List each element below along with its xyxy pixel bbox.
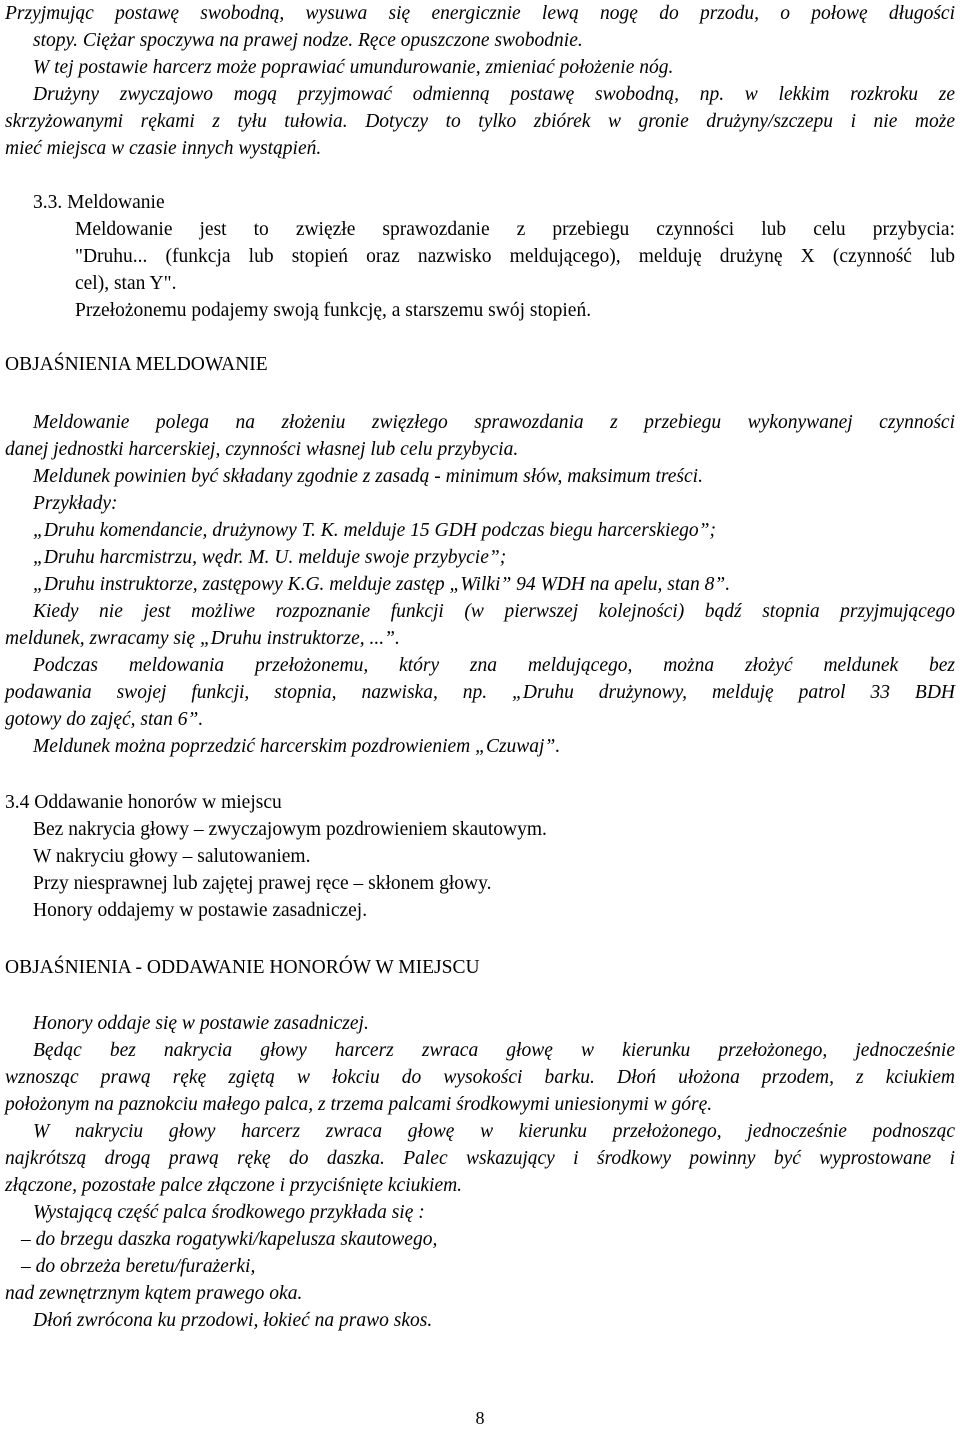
explain-honors-line-11: nad zewnętrznym kątem prawego oka. xyxy=(5,1283,303,1304)
explain-honors-line-7: złączone, pozostałe palce złączone i przyciśnięte kciukiem. xyxy=(5,1175,463,1196)
explain-honors-line-10: – do obrzeża beretu/furażerki, xyxy=(21,1256,256,1277)
page-number: 8 xyxy=(475,1408,485,1428)
explain-meld-line-9: gotowy do zajęć, stan 6”. xyxy=(5,709,204,730)
explain-meld-line-6: meldunek, zwracamy się „Druhu instruktorze, ...”. xyxy=(5,628,400,649)
honors-line-2: W nakryciu głowy – salutowaniem. xyxy=(33,846,311,867)
meldowanie-line-2: "Druhu... (funkcja lub stopień oraz nazwisko meldującego), melduję drużynę X (czynność lub xyxy=(75,246,955,267)
explain-honors-line-8: Wystającą część palca środkowego przykłada się : xyxy=(33,1202,425,1223)
intro-line-2: stopy. Ciężar spoczywa na prawej nodze. Ręce opuszczone swobodnie. xyxy=(33,30,583,51)
example-3: „Druhu instruktorze, zastępowy K.G. melduje zastęp „Wilki” 94 WDH na apelu, stan 8”. xyxy=(33,574,731,595)
explain-honors-line-6: najkrótszą drogą prawą rękę do daszka. Palec wskazujący i środkowy powinny być wyprostowane i xyxy=(5,1148,955,1169)
meldowanie-line-1: Meldowanie jest to zwięzłe sprawozdanie z przebiegu czynności lub celu przybycia: xyxy=(75,219,955,240)
explain-meld-line-8: podawania swojej funkcji, stopnia, nazwiska, np. „Druhu drużynowy, melduję patrol 33 BDH xyxy=(5,682,955,703)
intro-line-5: skrzyżowanymi rękami z tyłu tułowia. Dotyczy to tylko zbiórek w gronie drużyny/szczepu i nie może xyxy=(5,111,955,132)
example-2: „Druhu harcmistrzu, wędr. M. U. melduje swoje przybycie”; xyxy=(33,547,507,568)
explain-honors-line-2: Będąc bez nakrycia głowy harcerz zwraca głowę w kierunku przełożonego, jednocześnie xyxy=(33,1040,955,1061)
explain-meld-line-1: Meldowanie polega na złożeniu zwięzłego sprawozdania z przebiegu wykonywanej czynności xyxy=(33,412,955,433)
intro-line-3: W tej postawie harcerz może poprawiać umundurowanie, zmieniać położenie nóg. xyxy=(33,57,674,78)
explain-meld-line-2: danej jednostki harcerskiej, czynności własnej lub celu przybycia. xyxy=(5,439,519,460)
meldowanie-line-3: cel), stan Y". xyxy=(75,273,177,294)
honors-line-1: Bez nakrycia głowy – zwyczajowym pozdrowieniem skautowym. xyxy=(33,819,547,840)
meldowanie-line-4: Przełożonemu podajemy swoją funkcję, a starszemu swój stopień. xyxy=(75,300,592,321)
example-1: „Druhu komendancie, drużynowy T. K. melduje 15 GDH podczas biegu harcerskiego”; xyxy=(33,520,716,541)
honors-line-3: Przy niesprawnej lub zajętej prawej ręce – skłonem głowy. xyxy=(33,873,492,894)
explain-honors-line-9: – do brzegu daszka rogatywki/kapelusza skautowego, xyxy=(21,1229,438,1250)
explain-honors-line-12: Dłoń zwrócona ku przodowi, łokieć na prawo skos. xyxy=(33,1310,433,1331)
section-heading-meldowanie: 3.3. Meldowanie xyxy=(33,192,165,213)
intro-line-6: mieć miejsca w czasie innych wystąpień. xyxy=(5,138,322,159)
explain-honors-heading: OBJAŚNIENIA - ODDAWANIE HONORÓW W MIEJSCU xyxy=(5,957,480,978)
explain-honors-line-5: W nakryciu głowy harcerz zwraca głowę w kierunku przełożonego, jednocześnie podnosząc xyxy=(33,1121,955,1142)
explain-meld-line-7: Podczas meldowania przełożonemu, który zna meldującego, można złożyć meldunek bez xyxy=(33,655,955,676)
explain-meld-heading: OBJAŚNIENIA MELDOWANIE xyxy=(5,354,268,375)
section-heading-honors: 3.4 Oddawanie honorów w miejscu xyxy=(5,792,282,813)
explain-meld-line-3: Meldunek powinien być składany zgodnie z zasadą - minimum słów, maksimum treści. xyxy=(33,466,703,487)
explain-honors-line-1: Honory oddaje się w postawie zasadniczej. xyxy=(33,1013,369,1034)
explain-honors-line-4: położonym na paznokciu małego palca, z trzema palcami środkowymi uniesionymi w górę. xyxy=(5,1094,713,1115)
intro-line-4: Drużyny zwyczajowo mogą przyjmować odmienną postawę swobodną, np. w lekkim rozkroku ze xyxy=(33,84,955,105)
explain-meld-line-5: Kiedy nie jest możliwe rozpoznanie funkcji (w pierwszej kolejności) bądź stopnia przyjmującego xyxy=(33,601,955,622)
honors-line-4: Honory oddajemy w postawie zasadniczej. xyxy=(33,900,368,921)
intro-line-1: Przyjmując postawę swobodną, wysuwa się energicznie lewą nogę do przodu, o połowę długości xyxy=(5,3,955,24)
explain-meld-line-4: Przykłady: xyxy=(33,493,118,514)
explain-honors-line-3: wznosząc prawą rękę zgiętą w łokciu do wysokości barku. Dłoń ułożona przodem, z kciukiem xyxy=(5,1067,955,1088)
explain-meld-line-10: Meldunek można poprzedzić harcerskim pozdrowieniem „Czuwaj”. xyxy=(33,736,561,757)
